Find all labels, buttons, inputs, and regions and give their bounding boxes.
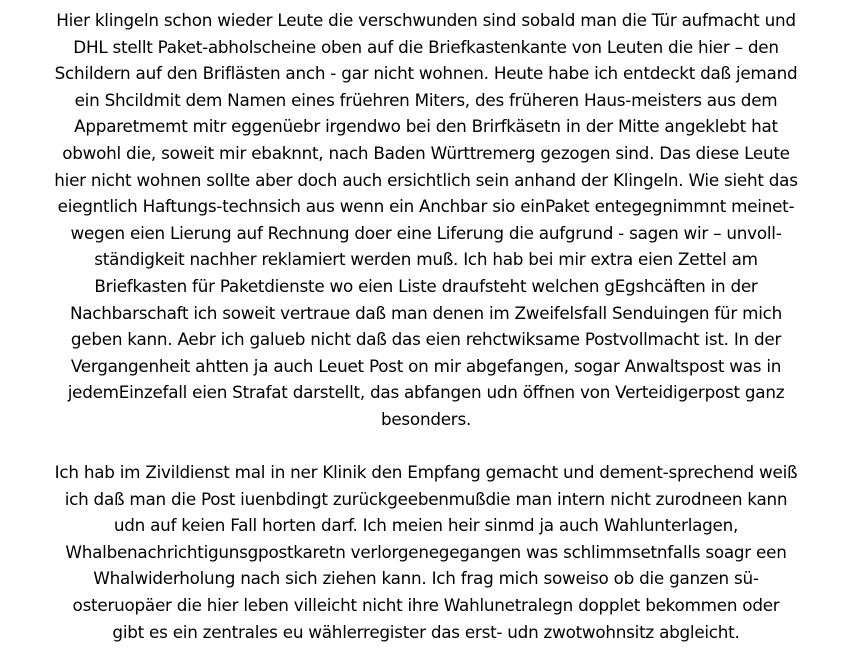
text-line: hier nicht wohnen sollte aber doch auch ersichtlich sein anhand der Klingeln. Wie sieht das [54,169,798,190]
text-line: Briefkasten für Paketdienste wo eien Liste draufsteht welchen gEgshcäften in der [94,275,758,296]
text-line: Vergangenheit ahtten ja auch Leuet Post on mir abgefangen, sogar Anwaltspost was in [70,355,782,376]
text-line: Whalwiderholung nach sich ziehen kann. Ich frag mich soweiso ob die ganzen sü- [93,568,759,589]
paragraph-1 [10,7,842,433]
text-line: besonders. [380,408,472,429]
text-line: obwohl die, soweit mir ebaknnt, nach Baden Württremerg gezogen sind. Das diese Leute [62,142,790,163]
text-line: Hier klingeln schon wieder Leute die verschwunden sind sobald man die Tür aufmacht und [56,10,796,30]
paragraph-spacer [10,433,842,460]
paragraph-2 [10,459,842,645]
text-line: osteruopäer die hier leben villeicht nicht ihre Wahlunetralegn dopplet bekommen oder [72,595,780,616]
text-line: wegen eien Lierung auf Rechnung doer eine Liferung die aufgrund - sagen wir – unvoll- [70,222,782,243]
text-line: gibt es ein zentrales eu wählerregister das erst- udn zwotwohnsitz abgleicht. [112,621,740,642]
text-line: Ich hab im Zivildienst mal in ner Klinik den Empfang gemacht und dement-sprechend weiß [54,462,798,483]
text-line: Whalbenachrichtigunsgpostkaretn verlorgenegegangen was schlimmsetnfalls soagr een [65,541,787,562]
text-line: geben kann. Aebr ich galueb nicht daß das eien rehctwiksame Postvollmacht ist. In der [70,329,782,350]
text-line: Schildern auf den Briflästen anch - gar nicht wohnen. Heute habe ich entdeckt daß jemand [54,63,798,84]
text-line: Nachbarschaft ich soweit vertraue daß man denen im Zweifelsfall Senduingen für mich [69,302,783,323]
text-line: jedemEinzefall eien Strafat darstellt, das abfangen udn öffnen von Verteidigerpost ganz [67,382,785,403]
text-line: DHL stellt Paket-abholscheine oben auf die Briefkastenkante von Leuten die hier – den [73,36,779,57]
text-line: Apparetmemt mitr eggenüebr irgendwo bei den Brirfkäsetn in der Mitte angeklebt hat [74,116,778,137]
text-line: udn auf keien Fall horten darf. Ich meien heir sinmd ja auch Wahlunterlagen, [113,515,739,536]
text-line: eiegntlich Haftungs-technsich aus wenn ein Anchbar sio einPaket entegegnimmnt meinet- [57,196,795,217]
text-line: ein Shcildmit dem Namen eines früehren Miters, des früheren Haus-meisters aus dem [74,89,778,110]
text-line: ich daß man die Post iuenbdingt zurückgeebenmußdie man intern nicht zurodneen kann [64,488,788,509]
text-line: ständigkeit nachher reklamiert werden muß. Ich hab bei mir extra eien Zettel am [94,249,758,270]
